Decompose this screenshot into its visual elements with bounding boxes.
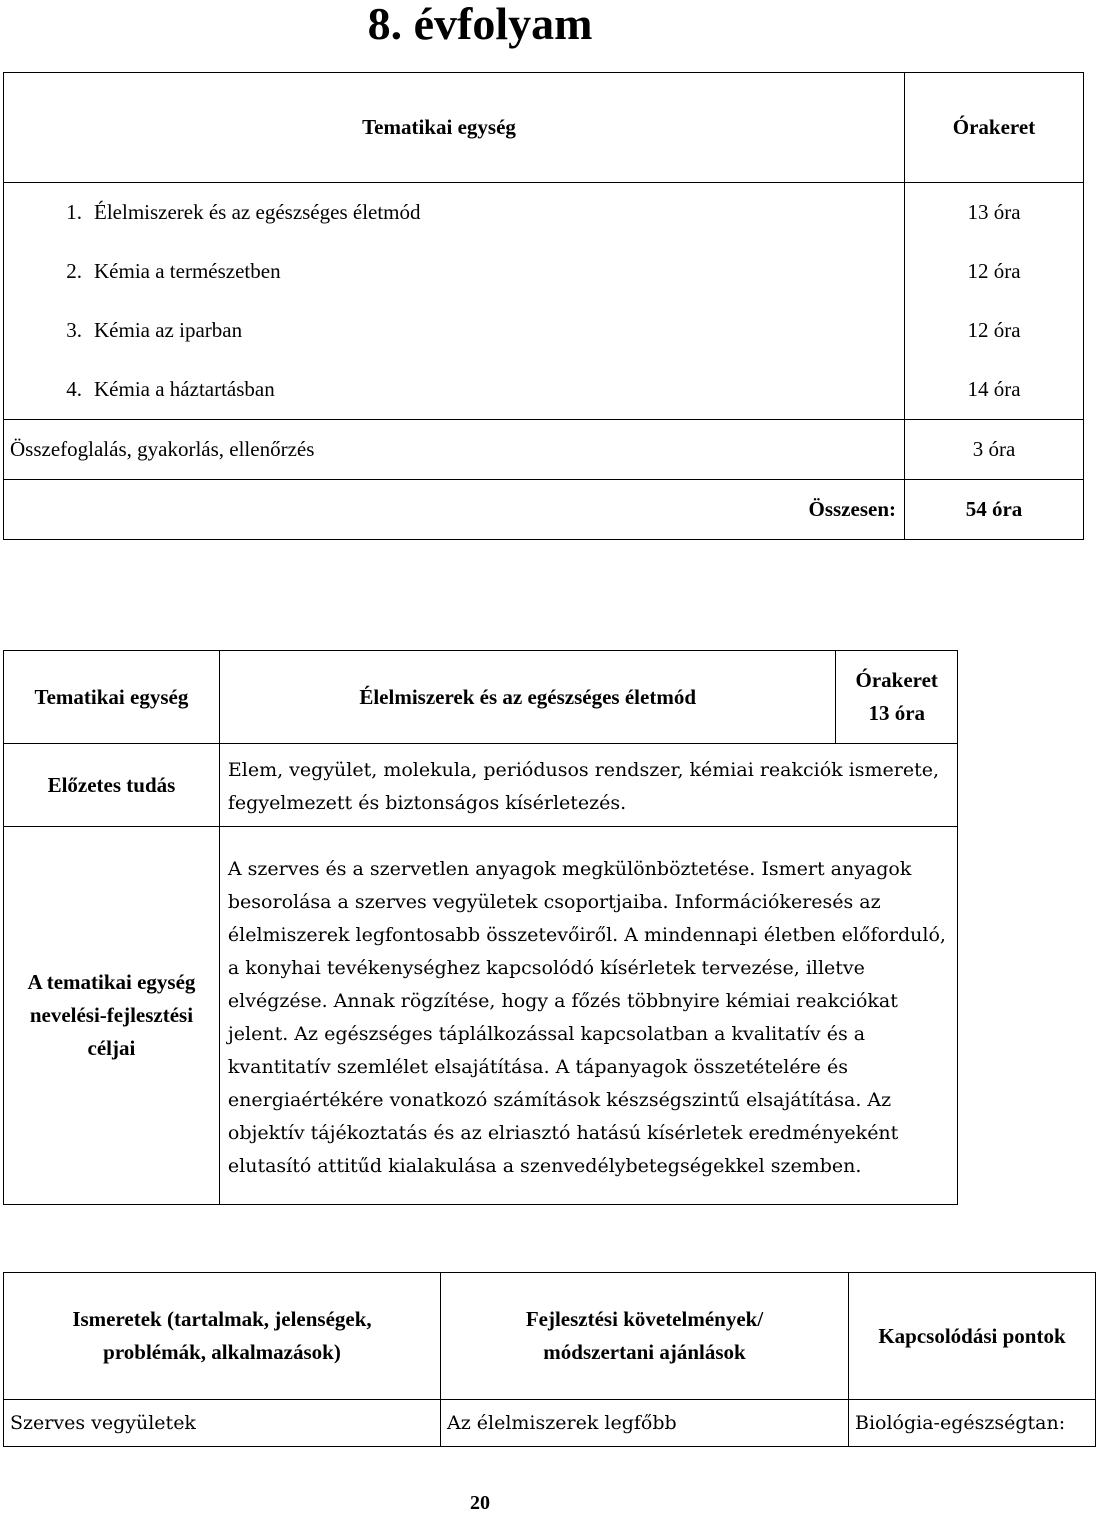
summary-table: [3, 72, 1084, 540]
col-header-connections: Kapcsolódási pontok: [849, 1273, 1096, 1400]
summary-row-hours: 12 óra: [905, 301, 1084, 360]
goals-text: A szerves és a szervetlen anyagok megkülönböztetése. Ismert anyagok besorolása a szerves vegyületek csoportjaiba. Információkeresés az élelmiszerek legfontosabb összetevőiről. A mindennapi életben előforduló, a konyhai tevékenységhez kapcsolódó kísérletek tervezése, illetve elvégzése. Annak rögzítése, hogy a főzés többnyire kémiai reakciókat jelent. Az egészséges táplálkozással kapcsolatban a kvalitatív és a kvantitatív szemlélet elsajátítása. A tápanyagok összetételére és energiaértékére vonatkozó számítások készségszintű elsajátítása. Az objektív tájékoztatás és az elriasztó hatású kísérletek eredményeként elutasító attitűd kialakulása a szenvedélybetegségekkel szemben.: [219, 827, 957, 1205]
unit-hours-value: 13 óra: [868, 701, 926, 725]
summary-row-num: 1.: [4, 183, 89, 243]
summary-row-hours: 14 óra: [905, 360, 1084, 420]
unit-label-topic: Tematikai egység: [4, 651, 220, 744]
summary-row-hours: 12 óra: [905, 242, 1084, 301]
col-header-knowledge: Ismeretek (tartalmak, jelenségek, problémák, alkalmazások): [4, 1273, 441, 1400]
table-row: [4, 651, 958, 744]
summary-review-hours: 3 óra: [905, 420, 1084, 480]
table-row: [4, 744, 958, 827]
summary-row-hours: 13 óra: [905, 183, 1084, 243]
summary-review-topic: Összefoglalás, gyakorlás, ellenőrzés: [4, 420, 905, 480]
summary-header-topic: Tematikai egység: [88, 73, 905, 183]
content-table: [3, 1272, 1096, 1447]
unit-hours-label: Órakeret: [855, 668, 938, 692]
summary-header-num: [4, 73, 89, 183]
prior-knowledge-text: Elem, vegyület, molekula, periódusos rendszer, kémiai reakciók ismerete, fegyelmezett és biztonságos kísérletezés.: [219, 744, 957, 827]
table-row: [4, 242, 1084, 301]
summary-row-topic: Kémia az iparban: [88, 301, 905, 360]
table-row: [4, 420, 1084, 480]
unit-title: Élelmiszerek és az egészséges életmód: [219, 651, 836, 744]
table-row: [4, 1400, 1096, 1447]
summary-total-label: Összesen:: [4, 480, 905, 540]
summary-total-hours: 54 óra: [905, 480, 1084, 540]
content-cell: Biológia-egészségtan:: [849, 1400, 1096, 1447]
unit-hours-cell: [836, 651, 958, 744]
table-row: [4, 301, 1084, 360]
summary-row-num: 2.: [4, 242, 89, 301]
summary-row-topic: Élelmiszerek és az egészséges életmód: [88, 183, 905, 243]
summary-row-topic: Kémia a háztartásban: [88, 360, 905, 420]
content-cell: Szerves vegyületek: [4, 1400, 441, 1447]
summary-row-topic: Kémia a természetben: [88, 242, 905, 301]
table-row: [4, 827, 958, 1205]
unit-table: [3, 650, 958, 1205]
summary-row-num: 3.: [4, 301, 89, 360]
prior-knowledge-label: Előzetes tudás: [4, 744, 220, 827]
col-header-requirements: Fejlesztési követelmények/ módszertani ajánlások: [441, 1273, 849, 1400]
table-row: [4, 73, 1084, 183]
page-number: 20: [470, 1492, 490, 1514]
content-cell: Az élelmiszerek legfőbb: [441, 1400, 849, 1447]
table-row: [4, 480, 1084, 540]
summary-header-hours: Órakeret: [905, 73, 1084, 183]
table-row: [4, 183, 1084, 243]
table-row: [4, 360, 1084, 420]
table-row: [4, 1273, 1096, 1400]
goals-label: A tematikai egység nevelési-fejlesztési céljai: [4, 827, 220, 1205]
summary-row-num: 4.: [4, 360, 89, 420]
page-title: 8. évfolyam: [367, 0, 593, 49]
